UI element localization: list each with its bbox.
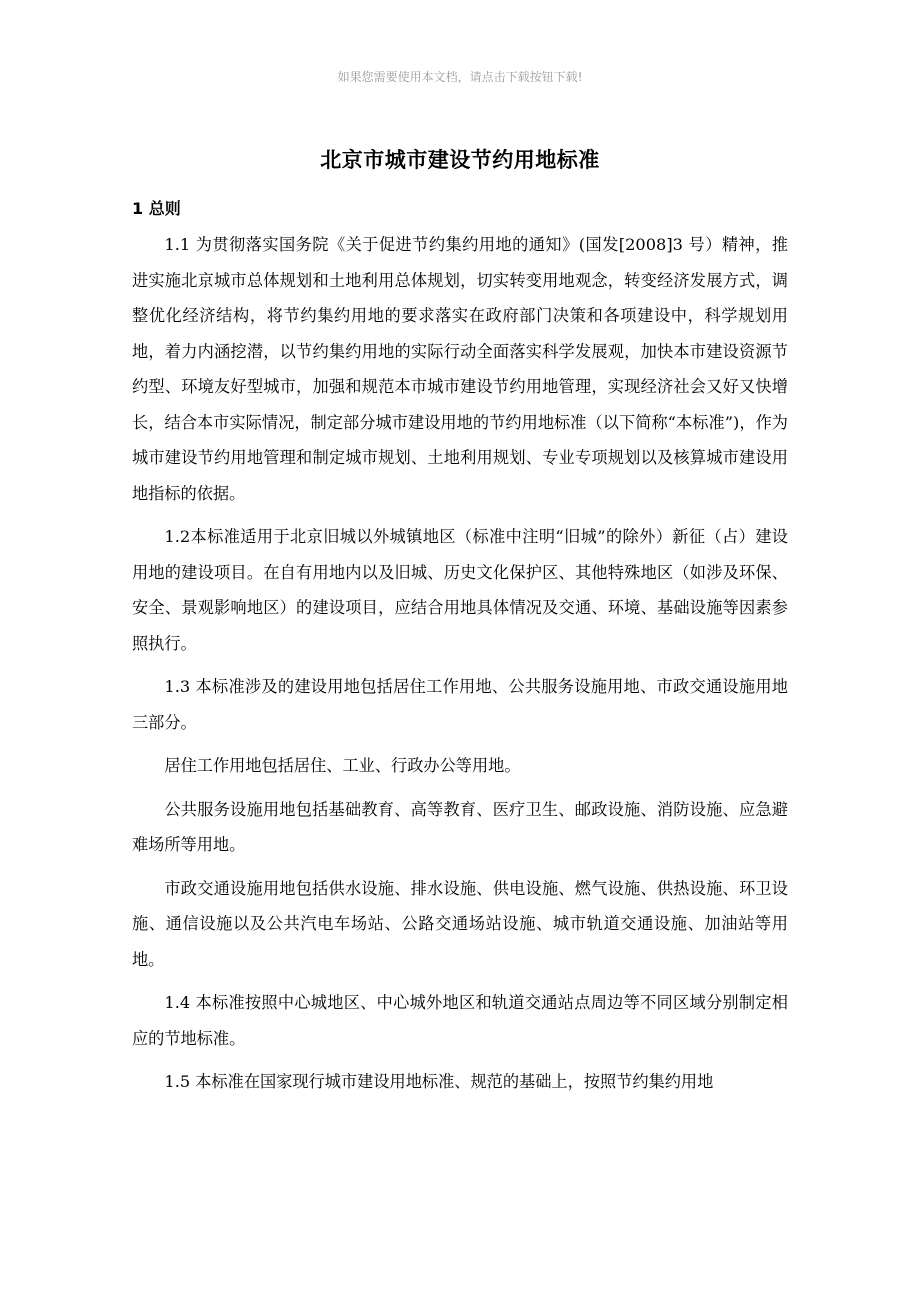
paragraph-1-1: 1.1 为贯彻落实国务院《关于促进节约集约用地的通知》(国发[2008]3 号）精神，推进实施北京城市总体规划和土地利用总体规划，切实转变用地观念，转变经济发展方式，调整优化经济结构，将节约集约用地的要求落实在政府部门决策和各项建设中，科学规划用地，着力内涵挖潜，以节约集约用地的实际行动全面落实科学发展观，加快本市建设资源节约型、环境友好型城市，加强和规范本市城市建设节约用地管理，实现经济社会又好又快增长，结合本市实际情况，制定部分城市建设用地的节约用地标准（以下简称“本标准”)，作为城市建设节约用地管理和制定城市规划、土地利用规划、专业专项规划以及核算城市建设用地指标的依据。: [132, 235, 788, 503]
download-watermark: 如果您需要使用本文档，请点击下载按钮下载!: [337, 70, 583, 84]
paragraph-residential-work-land: 居住工作用地包括居住、工业、行政办公等用地。: [164, 756, 521, 775]
paragraph-municipal-transport-land: 市政交通设施用地包括供水设施、排水设施、供电设施、燃气设施、供热设施、环卫设施、通信设施以及公共汽电车场站、公路交通场站设施、城市轨道交通设施、加油站等用地。: [132, 878, 788, 969]
paragraph-1-3: 1.3 本标准涉及的建设用地包括居住工作用地、公共服务设施用地、市政交通设施用地三部分。: [132, 677, 788, 732]
paragraph-1-4: 1.4 本标准按照中心城地区、中心城外地区和轨道交通站点周边等不同区域分别制定相应的节地标准。: [132, 993, 788, 1048]
document-title: 北京市城市建设节约用地标准: [320, 148, 600, 172]
paragraph-public-service-land: 公共服务设施用地包括基础教育、高等教育、医疗卫生、邮政设施、消防设施、应急避难场所等用地。: [132, 799, 788, 854]
paragraph-1-2: 1.2本标准适用于北京旧城以外城镇地区（标准中注明“旧城”的除外）新征（占）建设用地的建设项目。在自有用地内以及旧城、历史文化保护区、其他特殊地区（如涉及环保、安全、景观影响地区）的建设项目，应结合用地具体情况及交通、环境、基础设施等因素参照执行。: [132, 527, 788, 653]
paragraph-1-5: 1.5 本标准在国家现行城市建设用地标准、规范的基础上，按照节约集约用地: [164, 1072, 714, 1091]
section-heading-general: 1 总则: [132, 199, 181, 218]
document-body: [132, 194, 788, 1100]
